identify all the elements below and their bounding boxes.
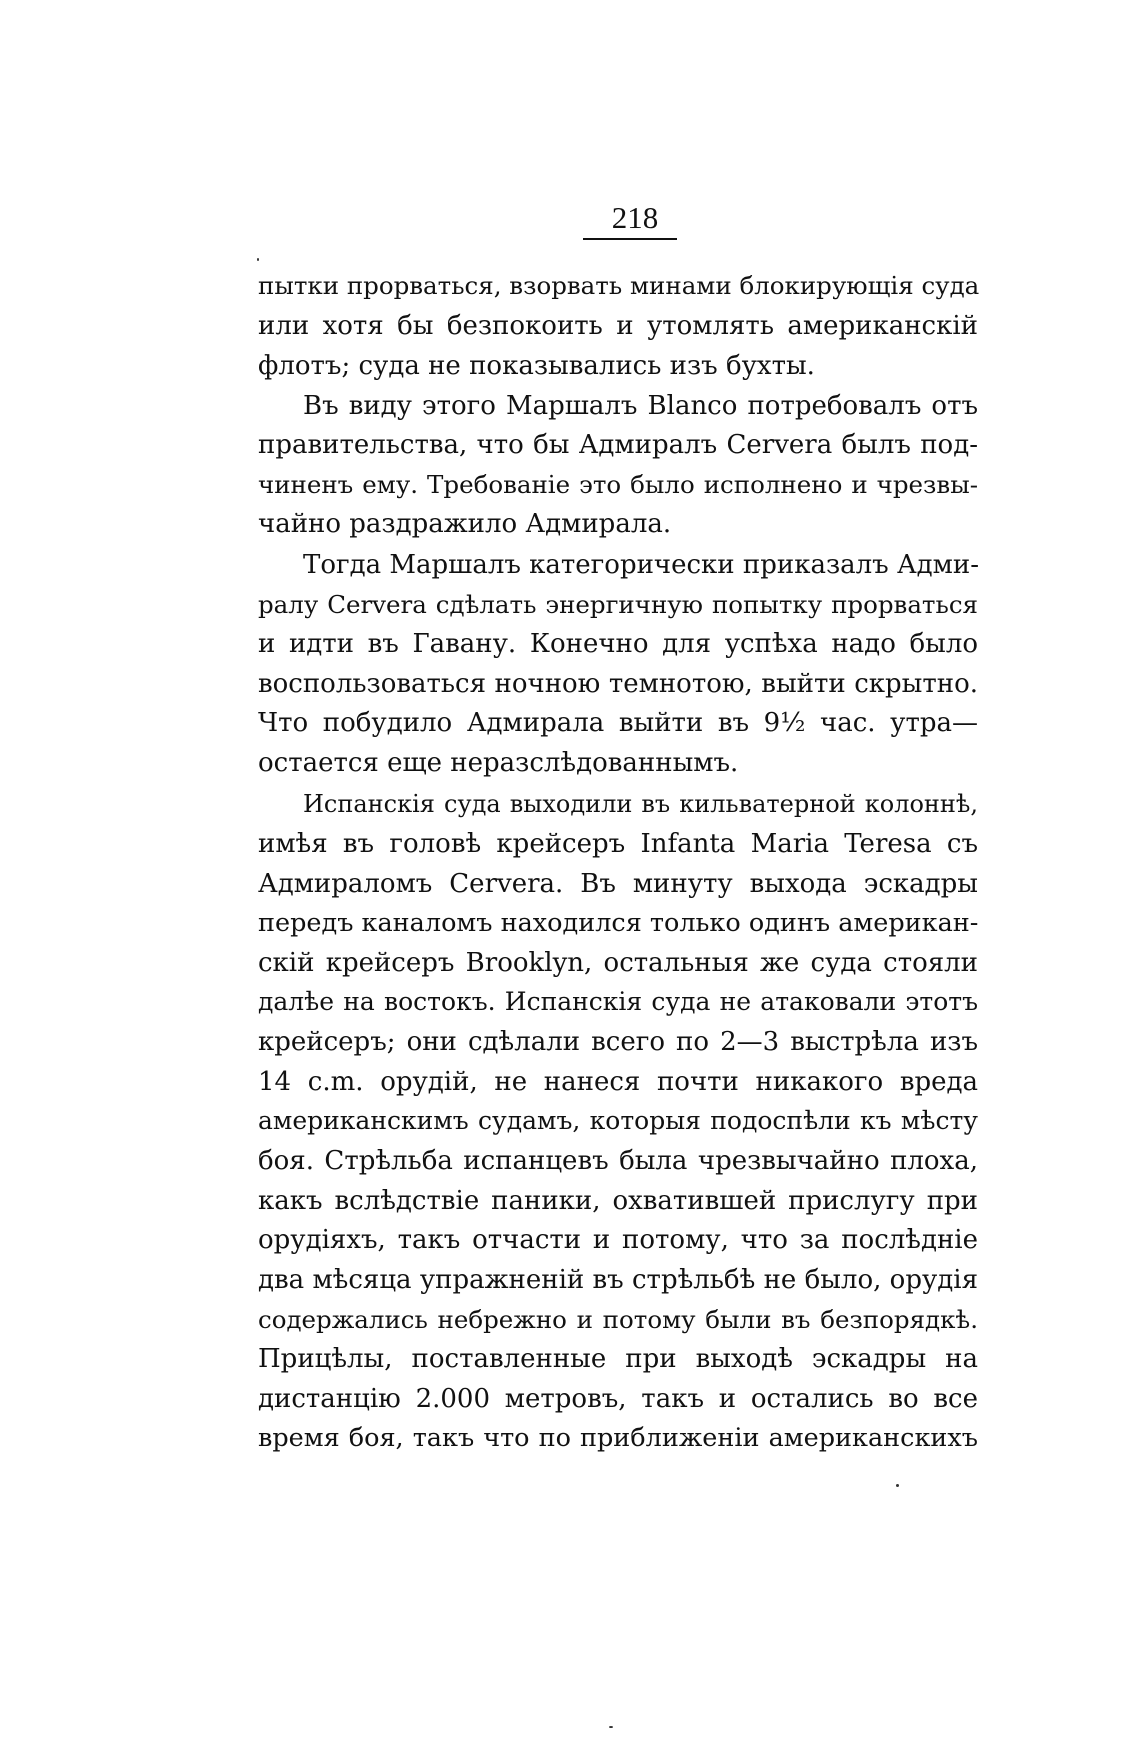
text-line: и идти въ Гавану. Конечно для успѣха надо было <box>258 629 978 659</box>
text-line: два мѣсяца упражненій въ стрѣльбѣ не было, орудія <box>258 1265 978 1295</box>
text-line: орудіяхъ, такъ отчасти и потому, что за послѣдніе <box>258 1225 978 1255</box>
text-line: Что побудило Адмирала выйти въ 9½ час. утра— <box>258 708 978 738</box>
text-line: чайно раздражило Адмирала. <box>258 509 672 539</box>
scan-speck <box>257 258 259 261</box>
text-line: чиненъ ему. Требованіе это было исполнено и чрезвы- <box>258 470 978 499</box>
text-line: или хотя бы безпокоить и утомлять американскій <box>258 311 978 341</box>
text-line: пытки прорваться, взорвать минами блокирующія суда <box>258 271 980 300</box>
page-number-rule <box>583 238 677 240</box>
text-line: ралу Cervera сдѣлать энергичную попытку прорваться <box>258 590 978 619</box>
text-line: Прицѣлы, поставленные при выходѣ эскадры на <box>258 1344 978 1374</box>
text-line: передъ каналомъ находился только одинъ американ- <box>258 908 979 938</box>
text-line: Въ виду этого Маршалъ Blanco потребовалъ отъ <box>303 391 978 421</box>
text-line: боя. Стрѣльба испанцевъ была чрезвычайно плоха, <box>258 1146 978 1176</box>
text-line: имѣя въ головѣ крейсеръ Infanta Maria Teresa съ <box>258 829 978 859</box>
text-line: дистанцію 2.000 метровъ, такъ и остались во все <box>258 1384 978 1414</box>
text-line: далѣе на востокъ. Испанскія суда не атаковали этотъ <box>258 987 978 1016</box>
text-line: скій крейсеръ Brooklyn, остальныя же суда стояли <box>258 948 978 978</box>
scan-speck <box>896 1484 899 1487</box>
text-line: крейсеръ; они сдѣлали всего по 2—3 выстрѣла изъ <box>258 1027 978 1057</box>
text-line: время боя, такъ что по приближеніи американскихъ <box>258 1423 978 1453</box>
text-line: Адмираломъ Cervera. Въ минуту выхода эскадры <box>258 869 978 899</box>
scan-speck <box>609 1726 613 1728</box>
text-line: какъ вслѣдствіе паники, охватившей прислугу при <box>258 1186 978 1216</box>
text-line: содержались небрежно и потому были въ безпорядкѣ. <box>258 1305 978 1334</box>
text-line: флотъ; суда не показывались изъ бухты. <box>258 351 815 381</box>
page-number: 218 <box>611 200 659 235</box>
text-line: американскимъ судамъ, которыя подоспѣли къ мѣсту <box>258 1106 978 1135</box>
text-line: правительства, что бы Адмиралъ Cervera былъ под- <box>258 430 978 460</box>
text-line: Испанскія суда выходили въ кильватерной колоннѣ, <box>303 790 978 818</box>
text-line: остается еще неразслѣдованнымъ. <box>258 748 739 778</box>
text-line: 14 c.m. орудій, не нанеся почти никакого вреда <box>258 1067 978 1097</box>
text-line: Тогда Маршалъ категорически приказалъ Адми- <box>303 550 979 580</box>
text-line: воспользоваться ночною темнотою, выйти скрытно. <box>258 669 978 699</box>
